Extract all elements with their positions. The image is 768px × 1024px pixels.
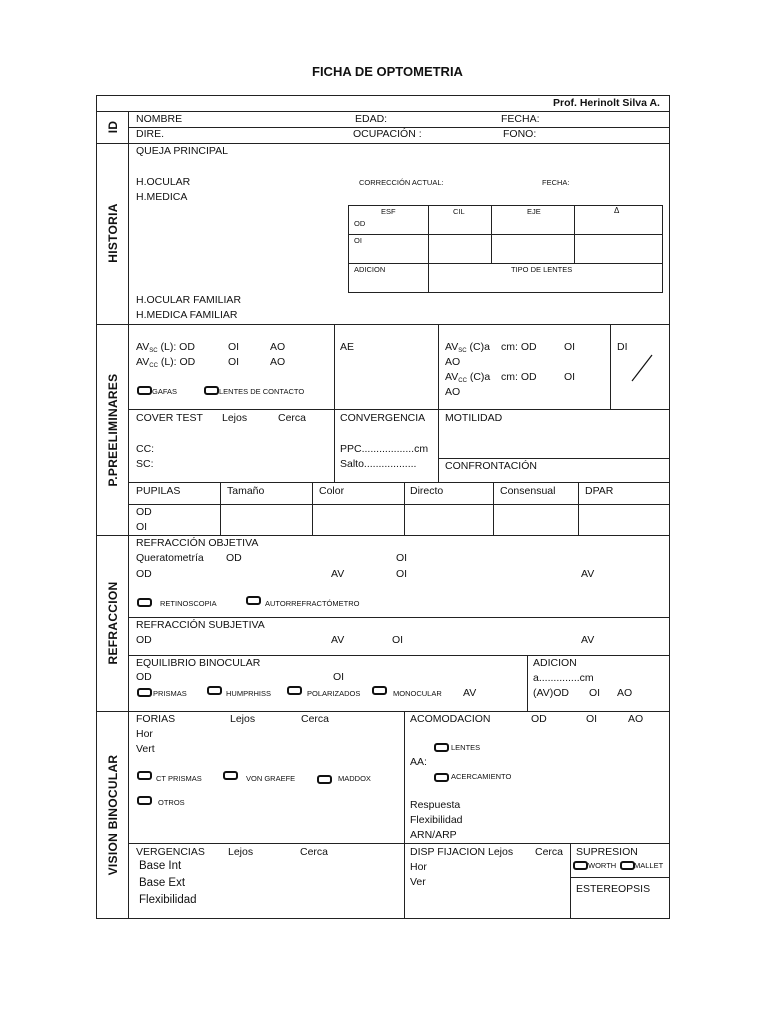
equilibrio-oi: OI	[333, 671, 345, 683]
acercamiento-label: ACERCAMIENTO	[451, 772, 512, 781]
av-cc-cerca-ao: AO	[445, 386, 461, 398]
direccion-field[interactable]: DIRE.	[136, 128, 165, 140]
correccion-table	[348, 205, 663, 293]
vergencias-cerca: Cerca	[300, 846, 329, 858]
retinoscopia-checkbox[interactable]	[137, 598, 152, 607]
worth-checkbox[interactable]	[573, 861, 588, 870]
retinoscopia-label: RETINOSCOPIA	[160, 599, 217, 608]
disp-fijacion-ver: Ver	[410, 876, 426, 888]
queratometria-od: OD	[226, 552, 242, 564]
section-label-preliminares: P.PREELIMINARES	[106, 373, 120, 487]
vergencias-label: VERGENCIAS	[136, 846, 205, 858]
di-slash-icon	[628, 352, 656, 384]
h-ocular-label: H.OCULAR	[136, 176, 191, 188]
consensual-header: Consensual	[500, 485, 556, 497]
monocular-checkbox[interactable]	[372, 686, 387, 695]
forias-hor: Hor	[136, 728, 153, 740]
prismas-checkbox[interactable]	[137, 688, 152, 697]
aa-label: AA:	[410, 756, 427, 768]
acomodacion-oi: OI	[586, 713, 598, 725]
av-sc-cerca-ao: AO	[445, 356, 461, 368]
cover-cc-label: CC:	[136, 443, 155, 455]
refraccion-objetiva-label: REFRACCIÓN OBJETIVA	[136, 537, 259, 549]
correccion-fecha-label: FECHA:	[542, 178, 570, 187]
forias-label: FORIAS	[136, 713, 176, 725]
ocupacion-field[interactable]: OCUPACIÓN :	[353, 128, 422, 140]
section-label-refraccion: REFRACCION	[106, 581, 120, 665]
autorrefractometro-checkbox[interactable]	[246, 596, 261, 605]
disp-fijacion-cerca: Cerca	[535, 846, 564, 858]
cover-test-cerca: Cerca	[278, 412, 307, 424]
gafas-label: GAFAS	[152, 387, 178, 396]
prisma-header: Δ	[614, 206, 620, 215]
cil-header: CIL	[453, 207, 465, 216]
humprhiss-label: HUMPRHISS	[226, 689, 272, 698]
correccion-adicion-label: ADICION	[354, 265, 386, 274]
polarizados-checkbox[interactable]	[287, 686, 302, 695]
av-sc-oi: OI	[228, 341, 240, 353]
forias-cerca: Cerca	[301, 713, 330, 725]
section-label-historia: HISTORIA	[106, 203, 120, 263]
av-cc-cerca-od: cm: OD	[501, 371, 537, 383]
ppc-field[interactable]: PPC..................cm	[340, 443, 429, 455]
humprhiss-checkbox[interactable]	[207, 686, 222, 695]
nombre-field[interactable]: NOMBRE	[136, 113, 183, 125]
disp-fijacion-label: DISP FIJACION Lejos	[410, 846, 514, 858]
otros-checkbox[interactable]	[137, 796, 152, 805]
page-title: FICHA DE OPTOMETRIA	[312, 64, 463, 79]
forias-lejos: Lejos	[230, 713, 256, 725]
av-sc-row: $AV_{SC}$ (L): OD	[136, 341, 195, 354]
lentes-label: LENTES	[451, 743, 481, 752]
flexibilidad-label: Flexibilidad	[410, 814, 463, 826]
av-cc-row: $AV_{CC}$ (L): OD	[136, 356, 196, 369]
adicion-av-od: (AV)OD	[533, 687, 569, 699]
ct-prismas-checkbox[interactable]	[137, 771, 152, 780]
monocular-label: MONOCULAR	[393, 689, 442, 698]
acomodacion-od: OD	[531, 713, 547, 725]
cover-test-label: COVER TEST	[136, 412, 203, 424]
arn-arp-label: ARN/ARP	[410, 829, 457, 841]
objetiva-oi-av: AV	[581, 568, 595, 580]
color-header: Color	[319, 485, 345, 497]
cover-test-lejos: Lejos	[222, 412, 248, 424]
ae-label: AE	[340, 341, 355, 353]
disp-fijacion-hor: Hor	[410, 861, 427, 873]
av-sc-ao: AO	[270, 341, 286, 353]
equilibrio-od: OD	[136, 671, 152, 683]
av-cc-ao: AO	[270, 356, 286, 368]
tamano-header: Tamaño	[227, 485, 265, 497]
maddox-label: MADDOX	[338, 774, 371, 783]
equilibrio-binocular-label: EQUILIBRIO BINOCULAR	[136, 657, 261, 669]
equilibrio-av: AV	[463, 687, 477, 699]
objetiva-od: OD	[136, 568, 152, 580]
subjetiva-od: OD	[136, 634, 152, 646]
h-medica-label: H.MEDICA	[136, 191, 188, 203]
adicion-oi: OI	[589, 687, 601, 699]
correccion-od-label: OD	[354, 219, 366, 228]
acomodacion-ao: AO	[628, 713, 644, 725]
adicion-label: ADICION	[533, 657, 577, 669]
salto-field[interactable]: Salto..................	[340, 458, 417, 470]
av-cc-cerca-oi: OI	[564, 371, 576, 383]
edad-field[interactable]: EDAD:	[355, 113, 388, 125]
convergencia-label: CONVERGENCIA	[340, 412, 426, 424]
pupilas-oi-label: OI	[136, 521, 148, 533]
h-ocular-familiar-label: H.OCULAR FAMILIAR	[136, 294, 242, 306]
cover-sc-label: SC:	[136, 458, 154, 470]
subjetiva-oi: OI	[392, 634, 404, 646]
tipo-lentes-label: TIPO DE LENTES	[511, 265, 573, 274]
section-label-vision-binocular: VISION BINOCULAR	[106, 754, 120, 876]
otros-label: OTROS	[158, 798, 185, 807]
autorrefractometro-label: AUTORREFRACTÓMETRO	[265, 599, 360, 608]
refraccion-subjetiva-label: REFRACCIÓN SUBJETIVA	[136, 619, 265, 631]
von-graefe-checkbox[interactable]	[223, 771, 238, 780]
av-sc-cerca-od: cm: OD	[501, 341, 537, 353]
section-label-id: ID	[106, 120, 120, 134]
av-cc-oi: OI	[228, 356, 240, 368]
directo-header: Directo	[410, 485, 444, 497]
queratometria-label: Queratometría	[136, 552, 204, 564]
prismas-label: PRISMAS	[153, 689, 187, 698]
correccion-oi-label: OI	[354, 236, 362, 245]
supresion-label: SUPRESION	[576, 846, 638, 858]
mallet-label: MALLET	[634, 861, 664, 870]
objetiva-oi: OI	[396, 568, 408, 580]
mallet-checkbox[interactable]	[620, 861, 635, 870]
subjetiva-oi-av: AV	[581, 634, 595, 646]
pupilas-od-label: OD	[136, 506, 152, 518]
section-column-divider	[128, 111, 129, 919]
subjetiva-od-av: AV	[331, 634, 345, 646]
respuesta-label: Respuesta	[410, 799, 461, 811]
av-sc-cerca-oi: OI	[564, 341, 576, 353]
lentes-contacto-label: LENTES DE CONTACTO	[219, 387, 305, 396]
estereopsis-label: ESTEREOPSIS	[576, 883, 651, 895]
author-credit: Prof. Herinolt Silva A.	[553, 97, 660, 109]
lentes-contacto-checkbox[interactable]	[204, 386, 219, 395]
gafas-checkbox[interactable]	[137, 386, 152, 395]
base-int-label: Base Int	[139, 860, 182, 872]
fono-field[interactable]: FONO:	[503, 128, 537, 140]
esf-header: ESF	[381, 207, 396, 216]
lentes-checkbox[interactable]	[434, 743, 449, 752]
von-graefe-label: VON GRAEFE	[246, 774, 296, 783]
base-ext-label: Base Ext	[139, 877, 186, 889]
fecha-field[interactable]: FECHA:	[501, 113, 540, 125]
ct-prismas-label: CT PRISMAS	[156, 774, 202, 783]
queja-principal-label: QUEJA PRINCIPAL	[136, 145, 228, 157]
adicion-cm-field[interactable]: a..............cm	[533, 672, 594, 684]
queratometria-oi: OI	[396, 552, 408, 564]
forias-vert: Vert	[136, 743, 155, 755]
polarizados-label: POLARIZADOS	[307, 689, 361, 698]
motilidad-label: MOTILIDAD	[445, 412, 503, 424]
adicion-ao: AO	[617, 687, 633, 699]
dpar-header: DPAR	[585, 485, 614, 497]
av-sc-cerca-row: $AV_{SC}$ (C)a	[445, 341, 490, 354]
acomodacion-label: ACOMODACION	[410, 713, 491, 725]
worth-label: WORTH	[588, 861, 617, 870]
h-medica-familiar-label: H.MEDICA FAMILIAR	[136, 309, 238, 321]
acercamiento-checkbox[interactable]	[434, 773, 449, 782]
eje-header: EJE	[527, 207, 541, 216]
maddox-checkbox[interactable]	[317, 775, 332, 784]
vergencias-flexibilidad-label: Flexibilidad	[139, 894, 197, 906]
vergencias-lejos: Lejos	[228, 846, 254, 858]
av-cc-cerca-row: $AV_{CC}$ (C)a	[445, 371, 491, 384]
di-label: DI	[617, 341, 628, 353]
confrontacion-label: CONFRONTACIÓN	[445, 460, 537, 472]
correccion-actual-label: CORRECCIÓN ACTUAL:	[359, 178, 444, 187]
pupilas-header: PUPILAS	[136, 485, 181, 497]
objetiva-od-av: AV	[331, 568, 345, 580]
